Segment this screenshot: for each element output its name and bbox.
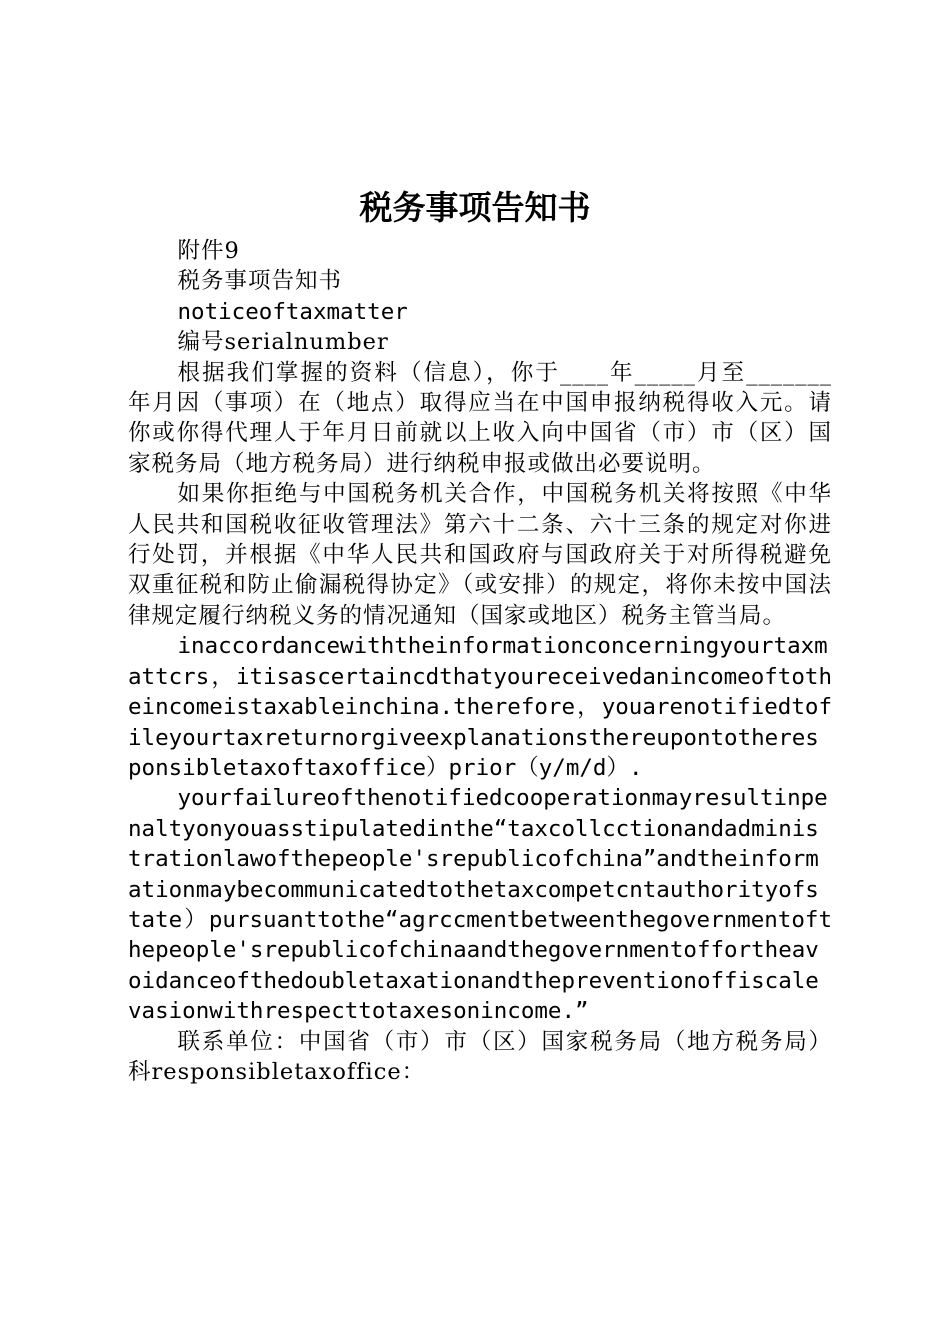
document-title: 税务事项告知书	[359, 188, 591, 227]
paragraph-income-notice-en: inaccordancewiththeinformationconcerningyourtaxmattcrs，itisascertaincdthatyoureceivedanincomeoftotheincomeistaxableinchina.therefore，youarenotifiedtofileyourtaxreturnorgiveexplanationsthereupontotheresponsibletaxoftaxoffice）prior（y/m/d）.	[128, 633, 832, 781]
paragraph-penalty-cn: 如果你拒绝与中国税务机关合作，中国税务机关将按照《中华人民共和国税收征收管理法》第六十二条、六十三条的规定对你进行处罚，并根据《中华人民共和国政府与国政府关于对所得税避免双重征税和防止偷漏税得协定》（或安排）的规定，将你未按中国法律规定履行纳税义务的情况通知（国家或地区）税务主管当局。	[128, 481, 832, 629]
paragraph-income-notice-cn: 根据我们掌握的资料（信息），你于____年_____月至_______年月因（事项）在（地点）取得应当在中国申报纳税得收入元。请你或你得代理人于年月日前就以上收入向中国省（市）市（区）国家税务局（地方税务局）进行纳税申报或做出必要说明。	[128, 359, 832, 477]
notice-title-en: noticeoftaxmatter	[177, 298, 408, 325]
contact-office-line: 联系单位：中国省（市）市（区）国家税务局（地方税务局）科responsibletaxoffice：	[128, 1028, 832, 1085]
document-body	[128, 236, 832, 1087]
attachment-label: 附件9	[177, 238, 240, 264]
notice-title-cn: 税务事项告知书	[177, 268, 343, 295]
serial-number-label: 编号serialnumber	[177, 329, 389, 356]
paragraph-penalty-en: yourfailureofthenotifiedcooperationmayresultinpenaltyonyouasstipulatedinthe“taxcollcctionandadministrationlawofthepeople'srepublicofchina”andtheinformationmaybecommunicatedtothetaxcompetcntauthorityofstate）pursuanttothe“agrccmentbetweenthegovernmentofthepeople'srepublicofchinaandthegovernmentoffortheavoidanceofthedoubletaxationandthepreventionoffiscalevasionwithrespecttotaxesonincome.”	[128, 785, 832, 1025]
